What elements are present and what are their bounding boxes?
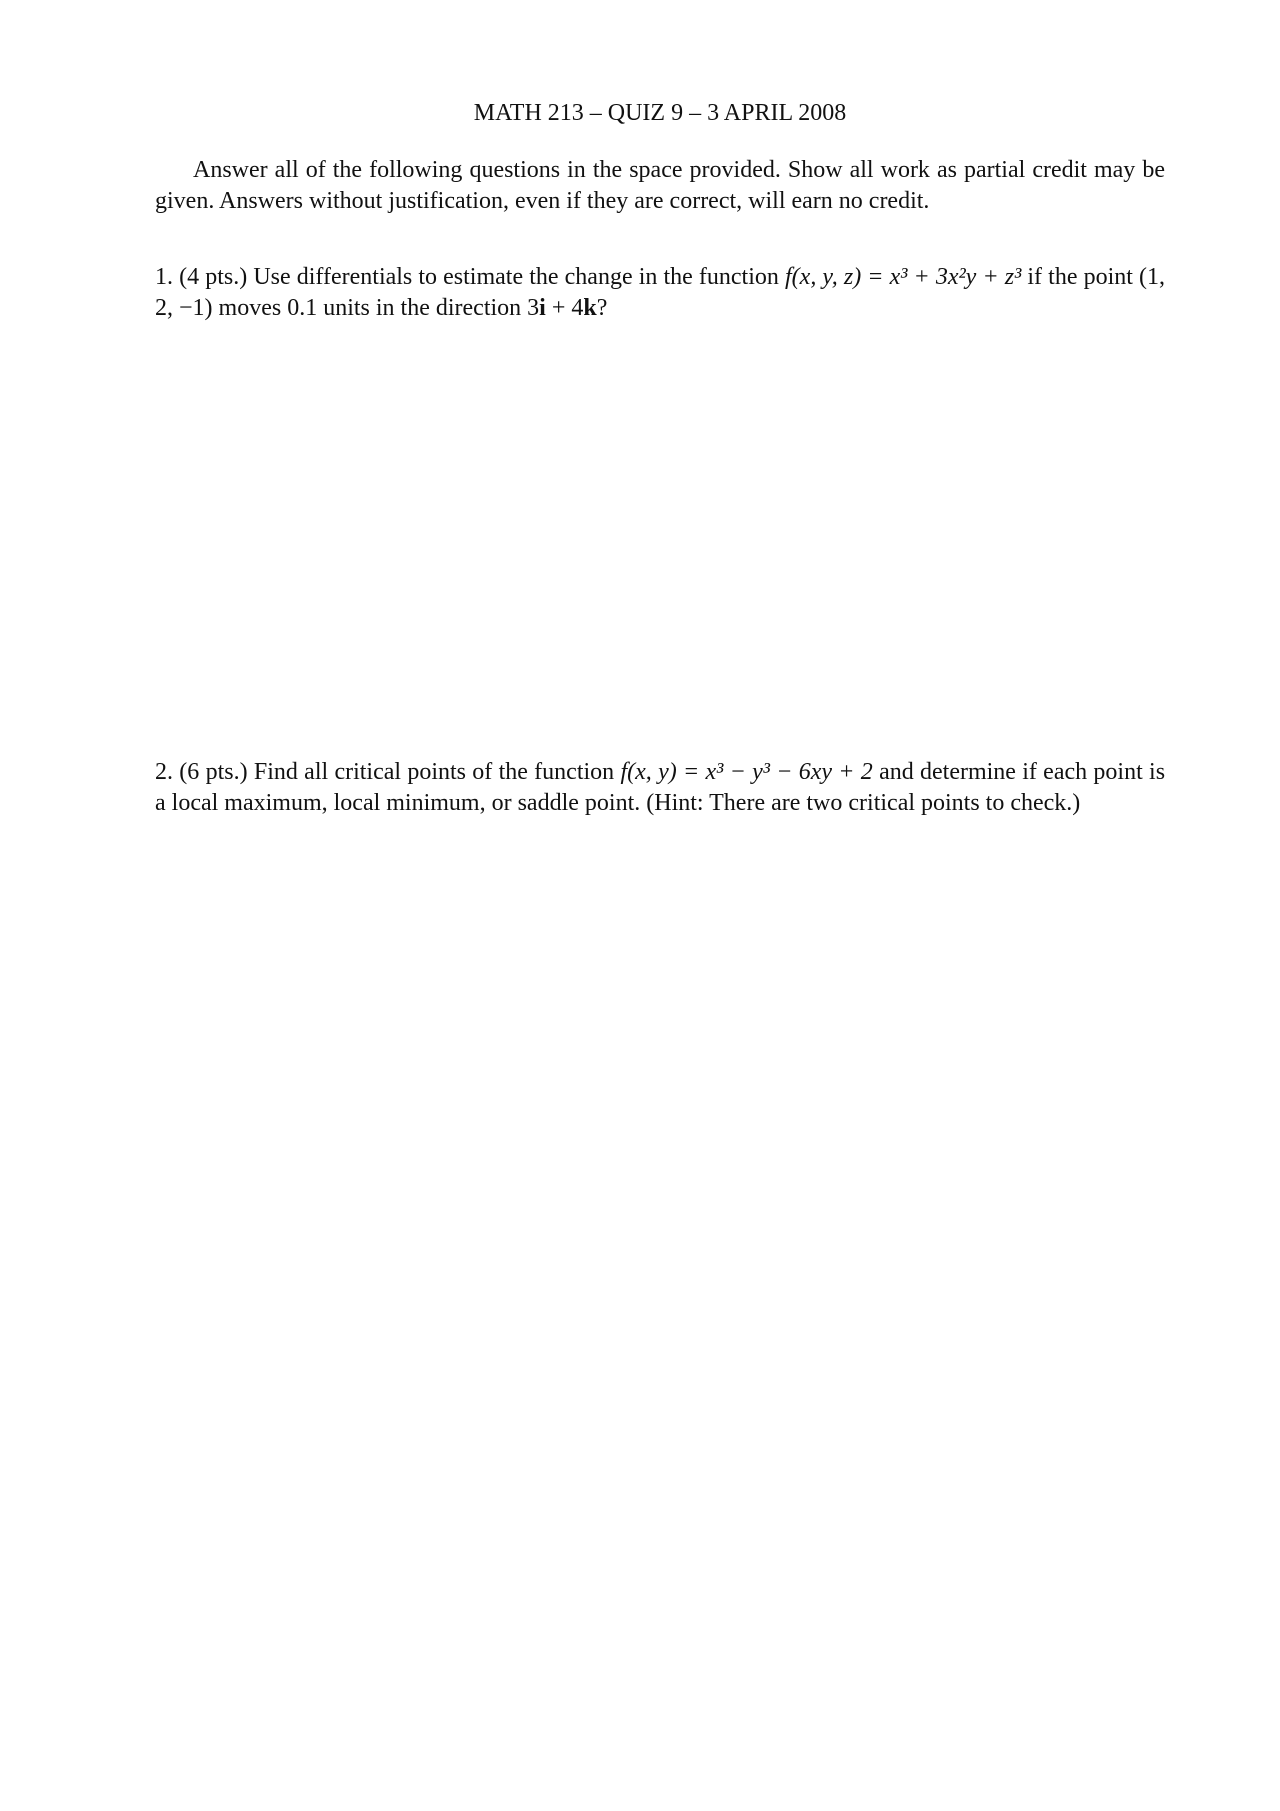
- question-text: Use differentials to estimate the change in the function: [253, 264, 779, 290]
- question-number: 2.: [155, 759, 173, 785]
- question-text: and determine if each point is a local maximum, local minimum, or saddle point. (Hint: There are two critical points to check.): [155, 759, 1166, 816]
- unit-k: k: [583, 295, 597, 321]
- question-2: [155, 757, 1165, 819]
- question-text: Find all critical points of the function: [253, 759, 615, 785]
- question-text: moves 0.1 units in the direction: [218, 295, 522, 321]
- question-points: (6 pts.): [179, 759, 248, 785]
- instructions: Answer all of the following questions in the space provided. Show all work as partial credit may be given. Answers without justification, even if they are correct, will earn no credit.: [155, 157, 1165, 214]
- question-1: [155, 262, 1165, 324]
- question-text: if the point: [1027, 264, 1133, 290]
- direction-coef: + 4: [545, 295, 584, 321]
- function-expression: f(x, y, z) = x³ + 3x²y + z³: [785, 264, 1022, 290]
- question-mark: ?: [596, 295, 608, 321]
- question-points: (4 pts.): [179, 264, 248, 290]
- page-title: MATH 213 – QUIZ 9 – 3 APRIL 2008: [473, 100, 847, 126]
- point-coordinates: (1, 2, −1): [155, 264, 1166, 321]
- question-number: 1.: [155, 264, 173, 290]
- function-expression: f(x, y) = x³ − y³ − 6xy + 2: [620, 759, 873, 785]
- unit-i: i: [539, 295, 546, 321]
- direction-vector: [527, 295, 597, 321]
- direction-coef: 3: [527, 295, 540, 321]
